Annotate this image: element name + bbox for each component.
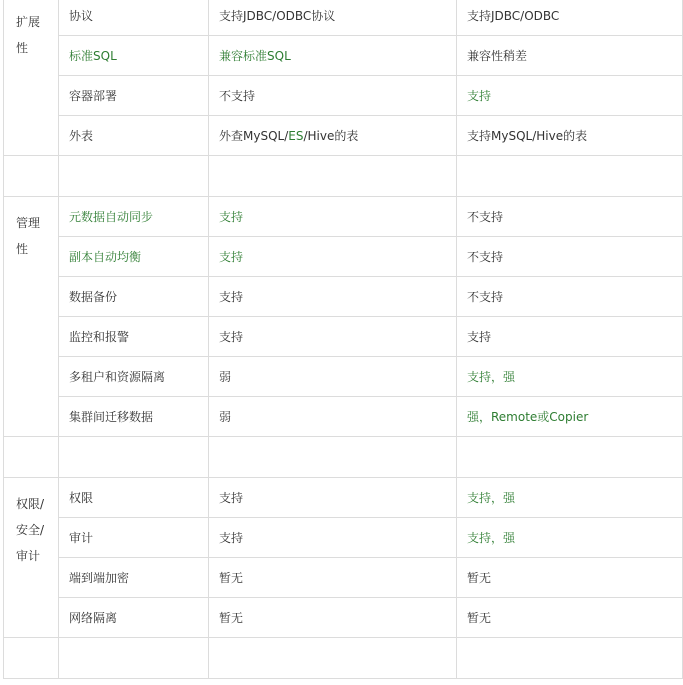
table-row [4, 317, 683, 357]
empty-cell [457, 638, 683, 679]
value-part: 外查MySQL/ [219, 129, 289, 143]
table-row [4, 357, 683, 397]
feature-cell: 多租户和资源隔离 [59, 357, 209, 397]
value-cell-b: 支持，强 [457, 478, 683, 518]
table-row [4, 0, 683, 36]
value-cell-b: 暂无 [457, 558, 683, 598]
feature-cell: 外表 [59, 116, 209, 156]
table-row [4, 558, 683, 598]
value-cell-a [209, 116, 457, 156]
value-cell-b: 支持 [457, 317, 683, 357]
value-cell-b: 暂无 [457, 598, 683, 638]
value-cell-a: 支持 [209, 317, 457, 357]
value-part-highlight: ES [288, 129, 304, 143]
category-cell [4, 0, 59, 156]
value-cell-b: 支持，强 [457, 357, 683, 397]
category-line: 扩展 [16, 15, 41, 29]
category-line: 权限/ [16, 497, 45, 511]
table-row [4, 237, 683, 277]
category-cell [4, 197, 59, 437]
value-cell-a: 弱 [209, 397, 457, 437]
value-cell-a: 支持JDBC/ODBC协议 [209, 0, 457, 36]
feature-cell: 网络隔离 [59, 598, 209, 638]
value-cell-a: 不支持 [209, 76, 457, 116]
feature-cell: 监控和报警 [59, 317, 209, 357]
table-row [4, 76, 683, 116]
empty-cell [59, 156, 209, 197]
category-line: 审计 [16, 549, 41, 563]
table-row [4, 277, 683, 317]
value-cell-b: 不支持 [457, 197, 683, 237]
feature-cell: 审计 [59, 518, 209, 558]
empty-cell [209, 156, 457, 197]
empty-cell [4, 437, 59, 478]
feature-cell: 元数据自动同步 [59, 197, 209, 237]
category-line: 性 [16, 242, 29, 256]
feature-cell: 数据备份 [59, 277, 209, 317]
value-cell-a: 支持 [209, 277, 457, 317]
empty-cell [59, 437, 209, 478]
value-cell-a: 暂无 [209, 598, 457, 638]
value-cell-a: 支持 [209, 237, 457, 277]
spacer-row [4, 437, 683, 478]
feature-cell: 容器部署 [59, 76, 209, 116]
table-body [4, 0, 683, 679]
value-part: /Hive的表 [303, 129, 359, 143]
category-cell [4, 478, 59, 638]
table-row [4, 36, 683, 76]
feature-cell: 端到端加密 [59, 558, 209, 598]
feature-cell: 副本自动均衡 [59, 237, 209, 277]
empty-cell [209, 638, 457, 679]
spacer-row [4, 156, 683, 197]
value-cell-a: 弱 [209, 357, 457, 397]
table-row [4, 518, 683, 558]
value-cell-a: 支持 [209, 478, 457, 518]
empty-cell [457, 156, 683, 197]
category-line: 管理 [16, 216, 41, 230]
category-line: 安全/ [16, 523, 45, 537]
feature-cell: 集群间迁移数据 [59, 397, 209, 437]
value-cell-b: 支持MySQL/Hive的表 [457, 116, 683, 156]
feature-cell: 协议 [59, 0, 209, 36]
value-cell-b: 支持 [457, 76, 683, 116]
empty-cell [59, 638, 209, 679]
value-cell-b: 不支持 [457, 237, 683, 277]
empty-cell [457, 437, 683, 478]
comparison-table [3, 0, 683, 679]
value-cell-a: 支持 [209, 197, 457, 237]
category-line: 性 [16, 41, 29, 55]
value-cell-b: 不支持 [457, 277, 683, 317]
value-cell-a: 兼容标准SQL [209, 36, 457, 76]
spacer-row [4, 638, 683, 679]
table-row [4, 197, 683, 237]
feature-cell: 权限 [59, 478, 209, 518]
table-row [4, 116, 683, 156]
table-row [4, 598, 683, 638]
empty-cell [209, 437, 457, 478]
value-cell-a: 支持 [209, 518, 457, 558]
table-row [4, 397, 683, 437]
value-cell-b: 兼容性稍差 [457, 36, 683, 76]
value-cell-a: 暂无 [209, 558, 457, 598]
empty-cell [4, 638, 59, 679]
value-cell-b: 支持，强 [457, 518, 683, 558]
value-cell-b: 强，Remote或Copier [457, 397, 683, 437]
value-cell-b: 支持JDBC/ODBC [457, 0, 683, 36]
table-row [4, 478, 683, 518]
feature-cell: 标准SQL [59, 36, 209, 76]
empty-cell [4, 156, 59, 197]
